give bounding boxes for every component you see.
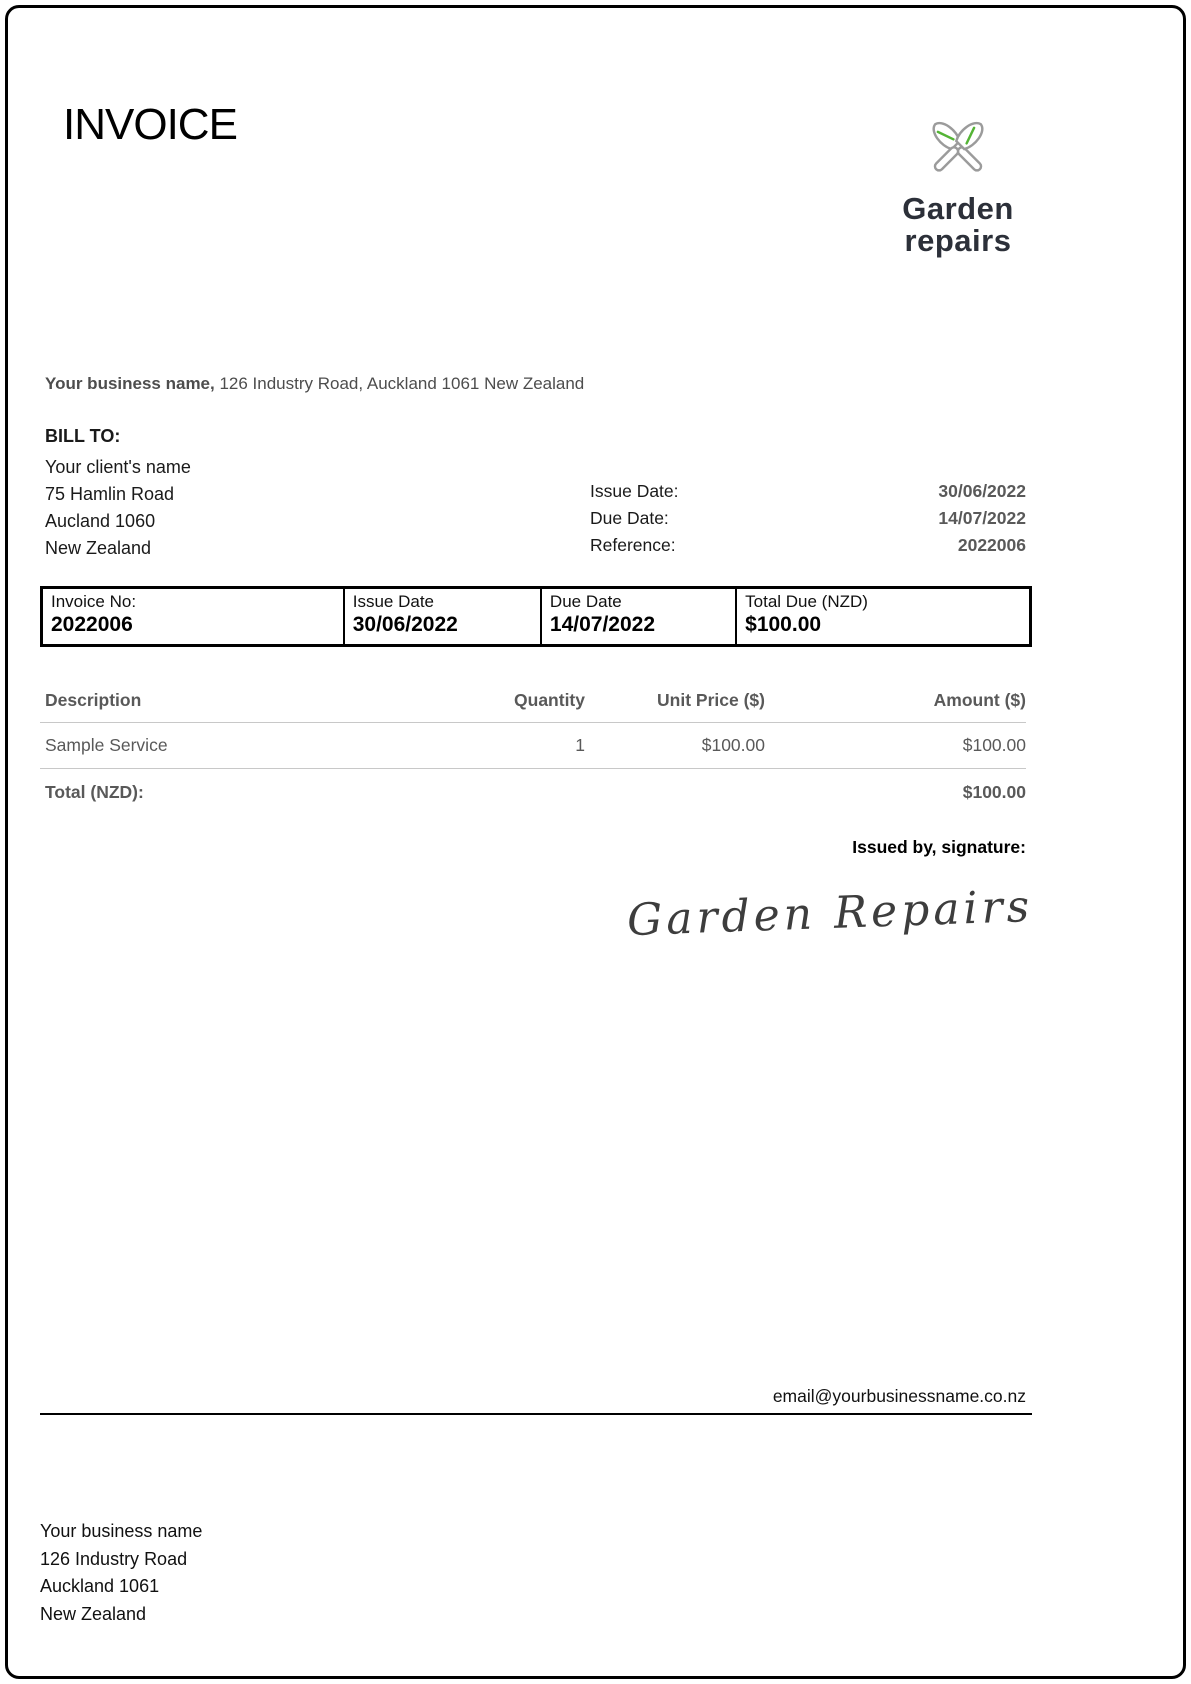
col-header-amount: Amount ($) <box>765 684 1026 723</box>
issue-date-row <box>590 481 1026 508</box>
items-header-row <box>40 684 1026 723</box>
business-address-line <box>45 374 584 394</box>
page-title: INVOICE <box>63 100 237 149</box>
summary-cell-issue-date <box>343 589 540 644</box>
due-date-value: 14/07/2022 <box>938 508 1026 528</box>
total-label: Total (NZD): <box>45 782 144 802</box>
footer-address-block <box>40 1518 202 1628</box>
spacer <box>585 769 765 803</box>
col-header-description: Description <box>40 684 420 723</box>
reference-row <box>590 535 1026 562</box>
footer-divider <box>40 1413 1032 1415</box>
summary-invoice-no-value: 2022006 <box>51 613 133 636</box>
item-amount: $100.00 <box>765 723 1026 769</box>
issue-date-value: 30/06/2022 <box>938 481 1026 501</box>
issue-date-label: Issue Date: <box>590 481 679 501</box>
due-date-label: Due Date: <box>590 508 669 528</box>
invoice-summary-table <box>40 586 1032 647</box>
business-name: Your business name, <box>45 374 215 393</box>
line-items-table <box>40 684 1026 803</box>
footer-country: New Zealand <box>40 1603 147 1624</box>
summary-invoice-no-label: Invoice No: <box>51 592 137 611</box>
summary-cell-invoice-no <box>43 589 343 644</box>
summary-total-due-label: Total Due (NZD) <box>745 592 868 611</box>
bill-to-block <box>45 426 191 562</box>
item-description: Sample Service <box>40 723 420 769</box>
summary-due-date-value: 14/07/2022 <box>549 613 656 636</box>
footer-street: 126 Industry Road <box>40 1548 188 1569</box>
logo-name-line1: Garden <box>902 191 1014 226</box>
summary-total-due-value: $100.00 <box>745 613 822 636</box>
issued-by-label: Issued by, signature: <box>852 837 1026 857</box>
crossed-garden-trowels-icon <box>908 110 1008 193</box>
spacer <box>420 769 585 803</box>
summary-issue-date-value: 30/06/2022 <box>352 613 458 636</box>
client-street: 75 Hamlin Road <box>45 484 175 504</box>
business-address: 126 Industry Road, Auckland 1061 New Zealand <box>214 374 585 393</box>
invoice-meta-block <box>590 481 1026 562</box>
bill-to-label: BILL TO: <box>45 426 121 446</box>
summary-cell-due-date <box>540 589 735 644</box>
item-quantity: 1 <box>420 723 585 769</box>
table-row <box>40 723 1026 769</box>
items-total-row <box>40 769 1026 803</box>
logo-name-line2: repairs <box>904 223 1012 258</box>
reference-value: 2022006 <box>957 535 1026 555</box>
business-email: email@yourbusinessname.co.nz <box>772 1386 1026 1406</box>
client-name: Your client's name <box>45 457 191 477</box>
company-logo <box>880 110 1036 257</box>
total-value: $100.00 <box>962 782 1026 802</box>
footer-city: Auckland 1061 <box>40 1576 160 1596</box>
client-city: Aucland 1060 <box>45 511 156 531</box>
summary-issue-date-label: Issue Date <box>352 592 434 611</box>
reference-label: Reference: <box>590 535 676 555</box>
due-date-row <box>590 508 1026 535</box>
footer-business-name: Your business name <box>40 1521 203 1541</box>
signature-script: Garden Repairs <box>626 880 1034 947</box>
summary-due-date-label: Due Date <box>549 592 622 611</box>
client-country: New Zealand <box>45 538 152 558</box>
col-header-quantity: Quantity <box>420 684 585 723</box>
col-header-unit-price: Unit Price ($) <box>585 684 765 723</box>
summary-cell-total-due <box>735 589 1029 644</box>
item-unit-price: $100.00 <box>585 723 765 769</box>
